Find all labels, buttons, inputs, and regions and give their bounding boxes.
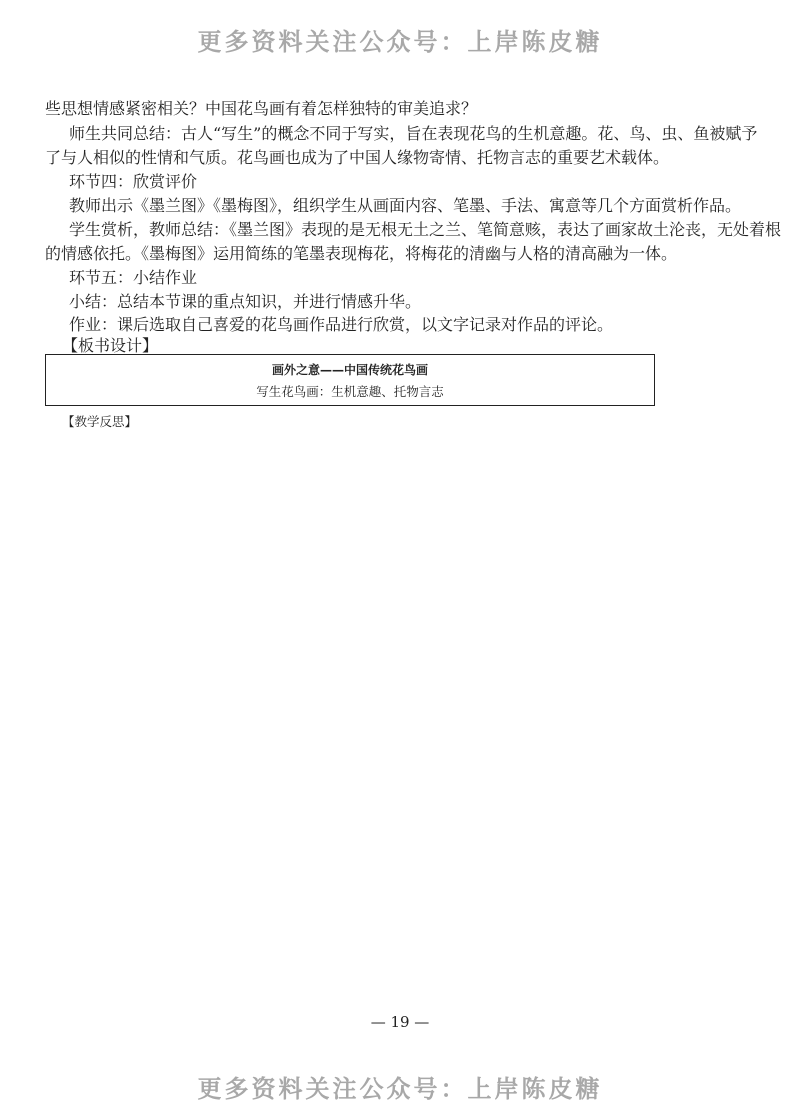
board-title: 画外之意——中国传统花鸟画	[271, 363, 428, 377]
page-number: — 19 —	[370, 1013, 430, 1031]
board-design-box	[45, 354, 655, 406]
paragraph-line: 了与人相似的性情和气质。花鸟画也成为了中国人缘物寄情、托物言志的重要艺术载体。	[45, 148, 670, 167]
paragraph-line: 师生共同总结：古人“写生”的概念不同于写实，旨在表现花鸟的生机意趣。花、鸟、虫、鱼被赋予	[69, 124, 758, 143]
paragraph-line: 小结：总结本节课的重点知识，并进行情感升华。	[69, 292, 422, 311]
section-heading: 环节四：欣赏评价	[69, 172, 198, 191]
paragraph-line: 教师出示《墨兰图》《墨梅图》，组织学生从画面内容、笔墨、手法、寓意等几个方面赏析作品。	[69, 196, 742, 215]
reflection-heading: 【教学反思】	[62, 414, 138, 429]
paragraph-line: 的情感依托。《墨梅图》运用简练的笔墨表现梅花，将梅花的清幽与人格的清高融为一体。	[45, 244, 678, 263]
watermark-top: 更多资料关注公众号：上岸陈皮糖	[197, 28, 603, 56]
paragraph-line: 作业：课后选取自己喜爱的花鸟画作品进行欣赏，以文字记录对作品的评论。	[69, 315, 614, 334]
watermark-bottom: 更多资料关注公众号：上岸陈皮糖	[197, 1075, 603, 1103]
section-heading: 环节五：小结作业	[69, 268, 198, 287]
paragraph-line: 学生赏析，教师总结：《墨兰图》表现的是无根无土之兰、笔简意赅，表达了画家故土沦丧，无处着根	[69, 220, 782, 239]
paragraph-line: 些思想情感紧密相关？中国花鸟画有着怎样独特的审美追求？	[45, 99, 478, 118]
board-subtitle: 写生花鸟画：生机意趣、托物言志	[256, 384, 444, 399]
board-design-heading: 【板书设计】	[62, 336, 159, 355]
